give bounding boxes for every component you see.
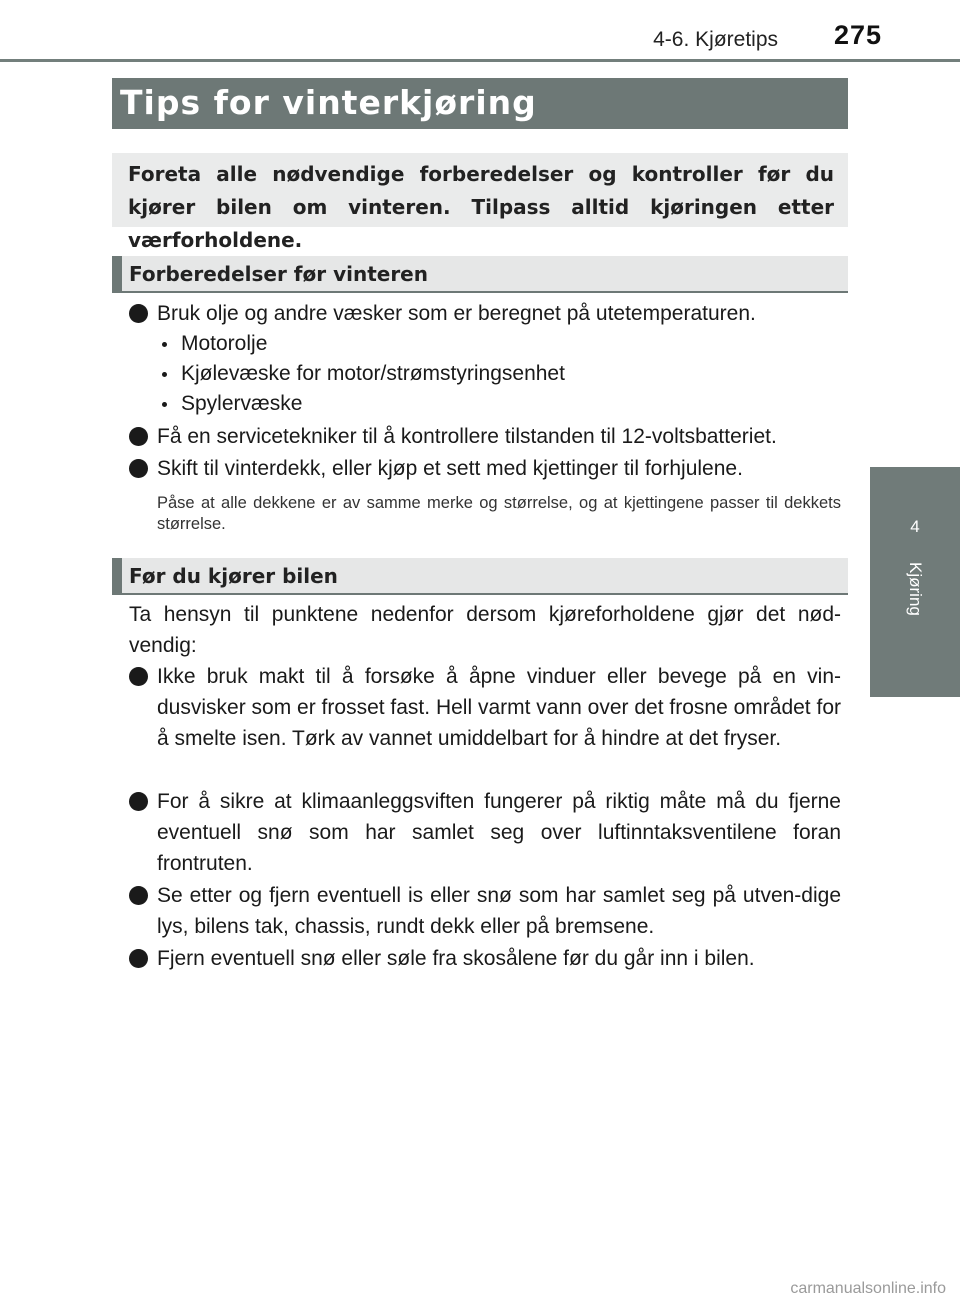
bullet-dot-icon (129, 427, 148, 446)
bullet-text: Få en servicetekniker til å kontrollere tilstanden til 12-voltsbatteriet. (157, 425, 777, 448)
bullet-text: Se etter og fjern eventuell is eller snø som har samlet seg på utven-dige lys, bilens tak, chassis, rundt dekk eller på bremsene. (157, 884, 841, 938)
bullet-dot-icon (129, 792, 148, 811)
section-heading-text: Forberedelser før vinteren (129, 262, 428, 286)
bullet-item (129, 786, 841, 879)
bullet-text: Ikke bruk makt til å forsøke å åpne vinduer eller bevege på en vin-dusvisker som er frosset fast. Hell varmt vann over det frosne området for å smelte isen. Tørk av vannet umiddelbart for å hindre at det fryser. (157, 665, 841, 750)
sub-bullet-icon (162, 342, 167, 347)
bullet-dot-icon (129, 667, 148, 686)
header-rule (0, 59, 960, 62)
page-title: Tips for vinterkjøring (120, 83, 537, 122)
bullet-dot-icon (129, 459, 148, 478)
section-heading-text: Før du kjører bilen (129, 564, 338, 588)
header-section-title: 4-6. Kjøretips (653, 28, 778, 51)
note-text: Påse at alle dekkene er av samme merke og størrelse, og at kjettingene passer til dekkets størrelse. (157, 494, 841, 533)
chapter-side-tab (870, 467, 960, 697)
sub-item-text: Motorolje (181, 332, 268, 355)
bullet-text: Skift til vinterdekk, eller kjøp et sett med kjettinger til forhjulene. (157, 457, 743, 480)
bullet-item (129, 421, 841, 452)
sub-item-text: Spylervæske (181, 392, 303, 415)
chapter-label: Kjøring (906, 562, 925, 616)
heading-accent-bar (112, 558, 122, 593)
sub-list-item (162, 329, 267, 359)
bullet-text: Fjern eventuell snø eller søle fra skosålene før du går inn i bilen. (157, 947, 755, 970)
intro-text: Foreta alle nødvendige forberedelser og kontroller før du kjører bilen om vinteren. Tilpass alltid kjøringen etter værforholdene. (128, 162, 834, 252)
sub-bullet-icon (162, 402, 167, 407)
sub-bullet-icon (162, 372, 167, 377)
bullet-item (129, 298, 841, 329)
bullet-text: Bruk olje og andre væsker som er beregnet på utetemperaturen. (157, 302, 756, 325)
page-number: 275 (833, 20, 882, 50)
section-heading-winter-prep (112, 256, 848, 293)
bullet-dot-icon (129, 949, 148, 968)
sub-list-item (162, 389, 302, 419)
bullet-item (129, 661, 841, 754)
sub-item-text: Kjølevæske for motor/strømstyringsenhet (181, 362, 565, 385)
chapter-number: 4 (910, 517, 920, 536)
section-heading-before-driving (112, 558, 848, 595)
intro-box (112, 153, 848, 252)
sub-list-item (162, 359, 565, 389)
bullet-dot-icon (129, 886, 148, 905)
bullet-item (129, 943, 841, 974)
section-intro-paragraph: Ta hensyn til punktene nedenfor dersom kjøreforholdene gjør det nød-vendig: (129, 603, 841, 657)
bullet-dot-icon (129, 304, 148, 323)
bullet-item (129, 880, 841, 942)
bullet-text: For å sikre at klimaanleggsviften fungerer på riktig måte må du fjerne eventuell snø som har samlet seg over luftinntaksventilene foran frontruten. (157, 790, 841, 875)
watermark: carmanualsonline.info (790, 1280, 946, 1297)
heading-accent-bar (112, 256, 122, 291)
page-title-bar (112, 78, 848, 129)
bullet-item (129, 453, 841, 484)
